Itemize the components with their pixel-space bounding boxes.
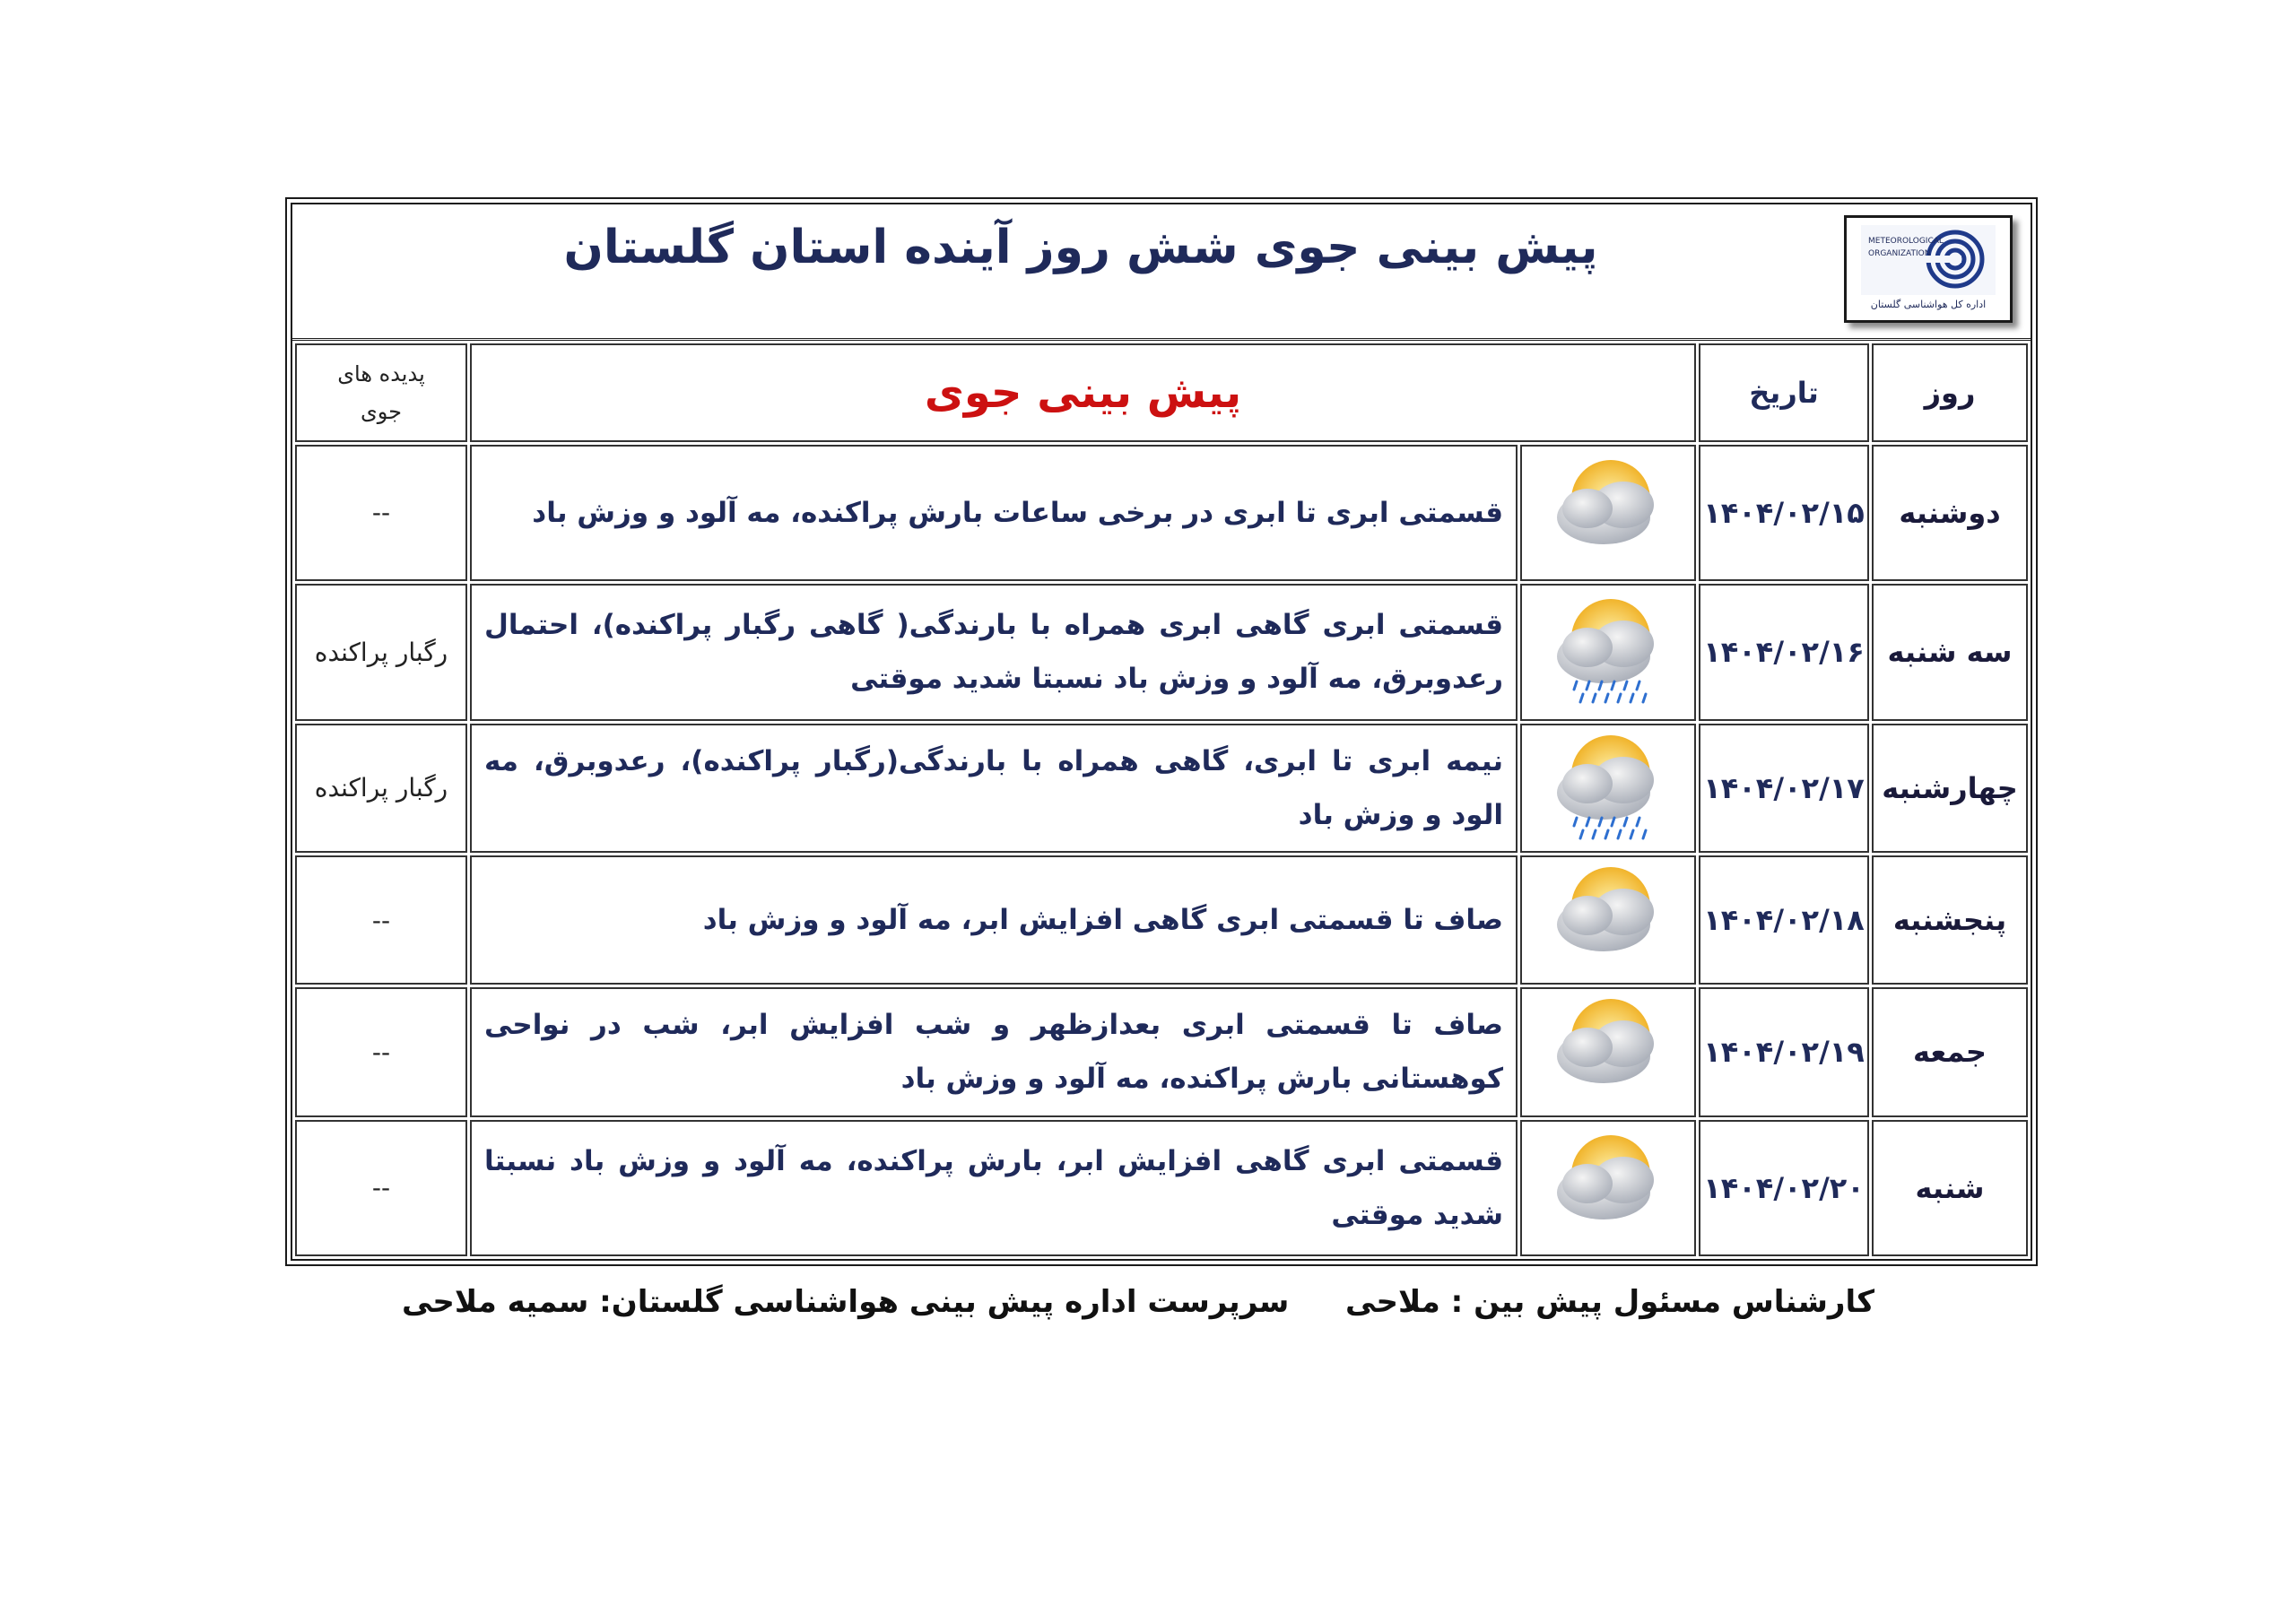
row-weather-icon-cell [1520,584,1696,720]
forecaster-signature: کارشناس مسئول پیش بین : ملاحی [1345,1284,1874,1320]
table-row [295,987,2028,1116]
row-day: سه شنبه [1872,584,2028,720]
row-weather-icon-cell [1520,855,1696,985]
row-date: ۱۴۰۴/۰۲/۱۸ [1699,855,1869,985]
row-date: ۱۴۰۴/۰۲/۱۶ [1699,584,1869,720]
row-day: پنجشنبه [1872,855,2028,985]
cloud-rain-sun-icon [1541,695,1675,712]
header-phenomena-label: پدیده های جوی [337,360,425,424]
row-weather-icon-cell [1520,1120,1696,1256]
partly-cloudy-sun-icon [1541,556,1675,573]
row-day: دوشنبه [1872,445,2028,581]
row-weather-icon-cell [1520,445,1696,581]
header-day: روز [1872,343,2028,442]
table-row [295,724,2028,853]
row-phenomena: رگبار پراکنده [295,724,467,853]
forecast-sheet [285,197,2038,1266]
row-date: ۱۴۰۴/۰۲/۱۷ [1699,724,1869,853]
table-row [295,855,2028,985]
table-row [295,445,2028,581]
table-row [295,1120,2028,1256]
row-phenomena: -- [295,1120,467,1256]
sheet-header [292,204,2031,341]
logo-caption: اداره کل هواشناسی گلستان [1870,299,1987,310]
row-phenomena: -- [295,855,467,985]
cloud-rain-sun-icon [1541,831,1675,848]
row-forecast: صاف تا قسمتی ابری بعدازظهر و شب افزایش ابر، شب در نواحی کوهستانی بارش پراکنده، مه آلود و وزش باد [470,987,1518,1116]
row-date: ۱۴۰۴/۰۲/۲۰ [1699,1120,1869,1256]
row-date: ۱۴۰۴/۰۲/۱۵ [1699,445,1869,581]
row-forecast: صاف تا قسمتی ابری گاهی افزایش ابر، مه آلود و وزش باد [470,855,1518,985]
svg-text:METEOROLOGICAL: METEOROLOGICAL [1868,237,1944,246]
supervisor-signature: سرپرست اداره پیش بینی هواشناسی گلستان: سمیه ملاحی [402,1284,1290,1320]
row-phenomena: -- [295,445,467,581]
row-weather-icon-cell [1520,987,1696,1116]
meteorology-logo [1844,215,2013,323]
row-phenomena: رگبار پراکنده [295,584,467,720]
table-header-row [295,343,2028,442]
svg-text:ORGANIZATION: ORGANIZATION [1868,249,1931,258]
table-row [295,584,2028,720]
row-day: چهارشنبه [1872,724,2028,853]
row-day: شنبه [1872,1120,2028,1256]
partly-cloudy-sun-icon [1541,1231,1675,1248]
row-phenomena: -- [295,987,467,1116]
logo-emblem-icon [1861,225,1996,295]
page-title: پیش بینی جوی شش روز آینده استان گلستان [563,221,1598,274]
row-forecast: نیمه ابری تا ابری، گاهی همراه با بارندگی(رگبار پراکنده)، رعدوبرق، مه الود و وزش باد [470,724,1518,853]
partly-cloudy-sun-icon [1541,963,1675,980]
header-phenomena [295,343,467,442]
row-weather-icon-cell [1520,724,1696,853]
partly-cloudy-sun-icon [1541,1095,1675,1112]
sheet-inner [291,203,2032,1261]
row-day: جمعه [1872,987,2028,1116]
forecast-table [292,341,2031,1259]
header-forecast: پیش بینی جوی [470,343,1696,442]
header-date: تاریخ [1699,343,1869,442]
row-forecast: قسمتی ابری گاهی ابری همراه با بارندگی( گاهی رگبار پراکنده)، احتمال رعدوبرق، مه آلود و وزش باد نسبتا شدید موقتی [470,584,1518,720]
row-forecast: قسمتی ابری تا ابری در برخی ساعات بارش پراکنده، مه آلود و وزش باد [470,445,1518,581]
row-date: ۱۴۰۴/۰۲/۱۹ [1699,987,1869,1116]
row-forecast: قسمتی ابری گاهی افزایش ابر، بارش پراکنده، مه آلود و وزش باد نسبتا شدید موقتی [470,1120,1518,1256]
